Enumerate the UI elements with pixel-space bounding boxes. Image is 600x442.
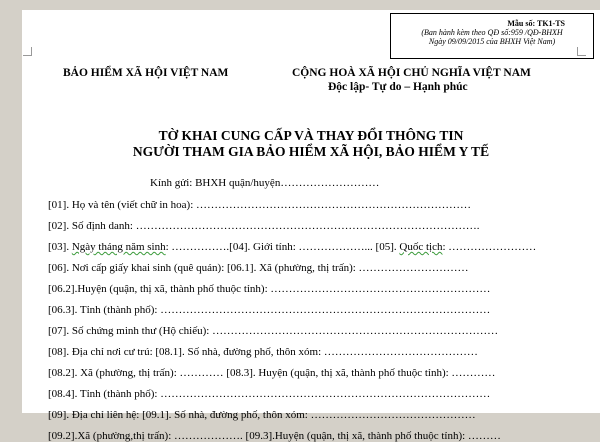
field-03-prefix: [03]. xyxy=(48,241,72,253)
form-code-box xyxy=(390,13,594,59)
field-identifier: [02]. Số định danh: …………………………………………………………………………………. xyxy=(48,220,480,232)
field-contact-address: [09]. Địa chỉ liên hệ: [09.1]. Số nhà, đường phố, thôn xóm: ……………………………………… xyxy=(48,409,476,421)
field-birth-gender-nationality xyxy=(48,241,536,253)
field-residence-ward-district: [08.2]. Xã (phường, thị trấn): ………… [08.3]. Huyện (quận, thị xã, thành phố thuộc tỉnh): ………… xyxy=(48,367,496,379)
field-residence-address: [08]. Địa chỉ nơi cư trú: [08.1]. Số nhà, đường phố, thôn xóm: …………………………………… xyxy=(48,346,478,358)
national-motto: Độc lập- Tự do – Hạnh phúc xyxy=(328,81,468,93)
form-code: Mẫu số: TK1-TS xyxy=(507,19,565,28)
field-contact-ward-district: [09.2].Xã (phường,thị trấn): ………………. [09.3].Huyện (quận, thị xã, thành phố thuộc tỉnh): ……… xyxy=(48,430,501,442)
field-id-card: [07]. Số chứng minh thư (Hộ chiếu): …………………………………………………………………… xyxy=(48,325,499,337)
margin-corner-mark-left xyxy=(23,47,32,56)
form-title-line2: NGƯỜI THAM GIA BẢO HIỂM XÃ HỘI, BẢO HIỂM Y TẾ xyxy=(132,144,490,159)
recipient-line: Kính gửi: BHXH quận/huyện……………………… xyxy=(150,177,380,189)
margin-corner-mark-right xyxy=(577,47,586,56)
field-03-suffix: : …………………… xyxy=(442,241,537,253)
field-05-nationality-label: Quốc tịch xyxy=(399,241,443,253)
field-birth-district: [06.2].Huyện (quận, thị xã, thành phố thuộc tỉnh): …………………………………………………… xyxy=(48,283,491,295)
field-birth-place: [06]. Nơi cấp giấy khai sinh (quê quán): [06.1]. Xã (phường, thị trấn): ………………………… xyxy=(48,262,469,274)
field-full-name: [01]. Họ và tên (viết chữ in hoa): ………………………………………………………………… xyxy=(48,199,472,211)
field-residence-province: [08.4]. Tỉnh (thành phố): ……………………………………………………………………………… xyxy=(48,388,491,400)
agency-name: BẢO HIỂM XÃ HỘI VIỆT NAM xyxy=(63,67,229,79)
field-03-middle: : …………….[04]. Giới tính: ………………... [05]. xyxy=(165,241,400,253)
form-note-line2: Ngày 09/09/2015 của BHXH Việt Nam) xyxy=(428,37,556,46)
field-birth-province: [06.3]. Tỉnh (thành phố): ……………………………………………………………………………… xyxy=(48,304,491,316)
form-note-line1: (Ban hành kèm theo QĐ số:959 /QĐ-BHXH xyxy=(421,28,563,37)
republic-name: CỘNG HOÀ XÃ HỘI CHỦ NGHĨA VIỆT NAM xyxy=(292,67,531,79)
field-03-dob-label: Ngày tháng năm sinh xyxy=(71,241,166,253)
form-title-line1: TỜ KHAI CUNG CẤP VÀ THAY ĐỔI THÔNG TIN xyxy=(158,128,464,143)
document-page xyxy=(22,10,600,442)
